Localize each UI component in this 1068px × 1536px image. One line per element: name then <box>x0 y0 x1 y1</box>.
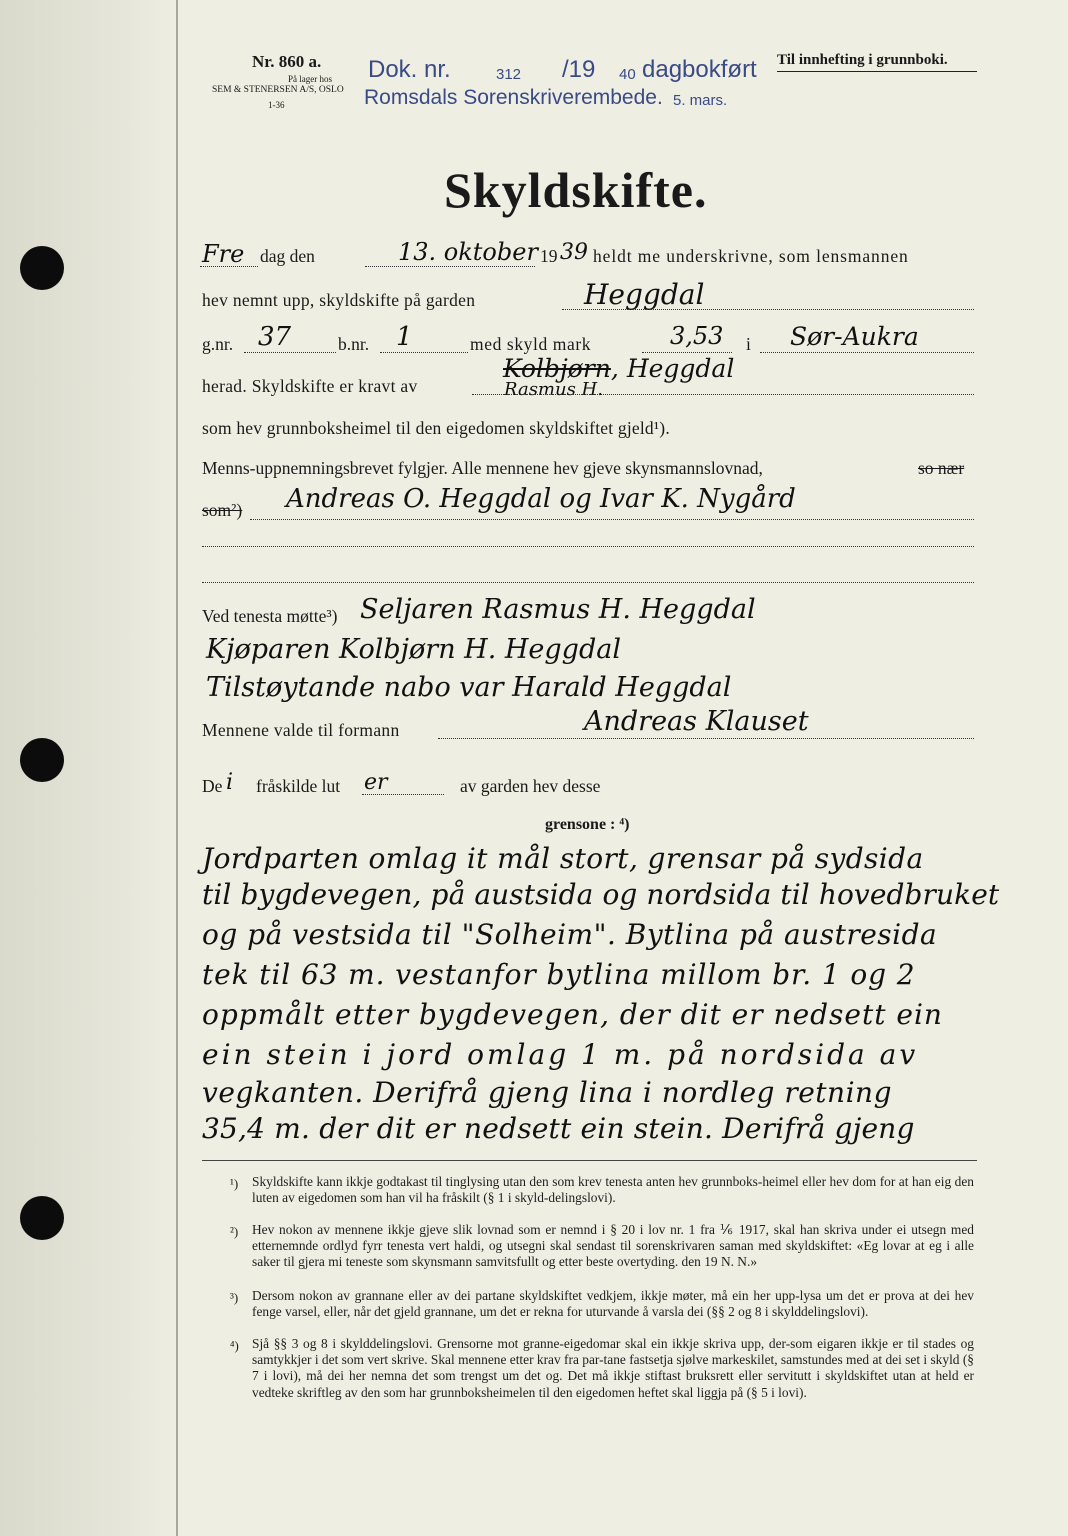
dok-year-suffix: 40 <box>619 66 636 83</box>
grensone-label: grensone : ⁴) <box>545 816 630 833</box>
footnote-4-num: ⁴) <box>230 1338 239 1353</box>
attendee-1-hand: Seljaren Rasmus H. Heggdal <box>360 594 756 625</box>
municipality-hand: Sør-Aukra <box>790 322 919 351</box>
form-number: Nr. 860 a. <box>252 52 322 71</box>
footnote-3-text: Dersom nokon av grannane eller av dei partane skyldskiftet vedkjem, ikkje møter, må ein her upp-lysa um det er prova at dei hev fenge varsel, eller, når det gjeld grannane, um det er rekna for uturvande å varsla dei (§§ 2 og 8 i skylddelingslovi). <box>252 1288 974 1320</box>
skyld-line <box>642 352 732 353</box>
i-label: i <box>746 334 751 354</box>
line2-text: hev nemnt upp, skyldskifte på garden <box>202 290 476 310</box>
boundary-line-8: 35,4 m. der dit er nedsett ein stein. Derifrå gjeng <box>202 1112 915 1145</box>
lut-line <box>362 794 444 795</box>
publisher-line-1: På lager hos <box>288 74 332 84</box>
municipality-line <box>760 352 974 353</box>
dag-den-label: dag den <box>260 246 315 266</box>
footnote-2-text: Hev nokon av mennene ikkje gjeve slik lovnad som er nemnd i § 20 i lov nr. 1 fra ⅙ 1917, skal han skriva under ei utsegn med etternemnde ordlyd fyrr tenesta vert haldi, og utsegni skal sendast til sorenskrivaren saman med skyldskiftet: «Eg lovar at eg i alle saker til gjera mi teneste som skynsmann samvitsfullt og etter beste overtyding. den 19 N. N.» <box>252 1222 974 1270</box>
dok-year-prefix: /19 <box>562 56 596 83</box>
date-line <box>365 266 535 267</box>
dok-number: 312 <box>496 66 522 83</box>
blank-line-2 <box>202 582 974 583</box>
boundary-line-4: tek til 63 m. vestanfor bytlina millom br. 1 og 2 <box>202 958 916 991</box>
bnr-line <box>380 352 468 353</box>
boundary-line-7: vegkanten. Derifrå gjeng lina i nordleg retning <box>202 1076 892 1109</box>
skyld-label: med skyld mark <box>470 334 592 354</box>
office-stamp: Romsdals Sorenskriverembede. <box>364 86 663 109</box>
av-garden-label: av garden hev desse <box>460 776 601 796</box>
grunnbok-text: som hev grunnboksheimel til den eigedomen skyldskiftet gjeld¹). <box>202 418 670 438</box>
binding-note: Til innhefting i grunnboki. <box>777 52 948 68</box>
formann-label: Mennene valde til formann <box>202 720 400 740</box>
men-names-line <box>250 519 974 520</box>
date-hand: 13. oktober <box>398 238 538 266</box>
requester-correction: Rasmus H. <box>504 379 603 400</box>
herad-text: herad. Skyldskifte er kravt av <box>202 376 418 396</box>
boundary-line-5: oppmålt etter bygdevegen, der dit er nedsett ein <box>202 998 943 1031</box>
year-prefix: 19 <box>540 246 558 266</box>
blank-line-1 <box>202 546 974 547</box>
boundary-line-6: ein stein i jord omlag 1 m. på nordsida av <box>202 1038 919 1071</box>
requester-crossed: Kolbjørn, Heggdal <box>503 354 735 383</box>
som-label: som²) <box>202 500 243 520</box>
weekday-line <box>200 266 258 267</box>
punch-hole-bottom <box>20 1196 64 1240</box>
dei-hand: i <box>226 770 234 795</box>
gnr-hand: 37 <box>258 322 292 352</box>
men-names-hand: Andreas O. Heggdal og Ivar K. Nygård <box>286 484 796 514</box>
publisher-line-2: SEM & STENERSEN A/S, OSLO <box>212 85 344 95</box>
bnr-hand: 1 <box>396 322 413 352</box>
lut-hand: er <box>364 770 388 795</box>
footnote-separator <box>202 1160 977 1161</box>
fraskilde-label: fråskilde lut <box>256 776 341 796</box>
farm-hand: Heggdal <box>584 278 705 311</box>
attendee-3-hand: Tilstøytande nabo var Harald Heggdal <box>206 672 732 703</box>
footnote-1-num: ¹) <box>230 1176 239 1191</box>
so-naer-struck: so nær <box>918 458 965 478</box>
requester-line <box>472 394 974 395</box>
dei-label: De <box>202 776 223 796</box>
menn-text: Menns-uppnemningsbrevet fylgjer. Alle mennene hev gjeve skynsmannslovnad, <box>202 458 763 478</box>
dagbokfort-stamp: dagbokført <box>642 56 757 83</box>
document-title: Skyldskifte. <box>444 162 708 218</box>
print-code: 1-36 <box>268 100 285 110</box>
footnote-2-num: ²) <box>230 1224 239 1239</box>
footnote-1-text: Skyldskifte kann ikkje godtakast til tinglysing utan den som krev tenesta anten hev grunnboks-heimel eller hev dom for at han eig den luten av eigedomen som han vil ha fråskilt (§ 1 i skyld-delingslovi). <box>252 1174 974 1206</box>
footnote-3-num: ³) <box>230 1290 239 1305</box>
gnr-label: g.nr. <box>202 334 234 354</box>
stamp-date: 5. mars. <box>673 92 728 109</box>
binding-fold <box>176 0 178 1536</box>
formann-hand: Andreas Klauset <box>584 706 809 737</box>
ved-tenesta-label: Ved tenesta møtte³) <box>202 606 338 626</box>
farm-line <box>562 309 974 310</box>
binding-note-underline <box>777 71 977 72</box>
year-hand: 39 <box>560 240 588 265</box>
bnr-label: b.nr. <box>338 334 370 354</box>
weekday-hand: Fre <box>202 240 245 268</box>
attendee-2-hand: Kjøparen Kolbjørn H. Heggdal <box>206 634 621 665</box>
boundary-line-3: og på vestsida til "Solheim". Bytlina på austresida <box>202 918 938 951</box>
footnote-4-text: Sjå §§ 3 og 8 i skylddelingslovi. Grensorne mot granne-eigedomar skal ein ikkje skriva upp, der-som eigaren ikkje er til stades og samtykkjer i det som vert skrive. Skal mennene etter krav fra par-tane fastsetja sjølve markeskilet, samstundes med at dei set i skyld (§ 7 i lovi), må dei her nemna det som trengst um det og. Det må ikkje stiftast bruksrett eller servitutt i skyldskiftet utan at held er vedteke skriftleg av den som har grunnboksheimelen til den eigedomen heftet skal liggja på (§ 5 i lovi). <box>252 1336 974 1400</box>
dok-label: Dok. nr. <box>368 56 451 83</box>
skyld-hand: 3,53 <box>670 322 724 350</box>
formann-line <box>438 738 974 739</box>
boundary-line-2: til bygdevegen, på austsida og nordsida til hovedbruket <box>202 878 1000 911</box>
gnr-line <box>244 352 336 353</box>
held-text: heldt me underskrivne, som lensmannen <box>593 246 909 266</box>
boundary-line-1: Jordparten omlag it mål stort, grensar på sydsida <box>202 842 924 875</box>
punch-hole-top <box>20 246 64 290</box>
punch-hole-middle <box>20 738 64 782</box>
